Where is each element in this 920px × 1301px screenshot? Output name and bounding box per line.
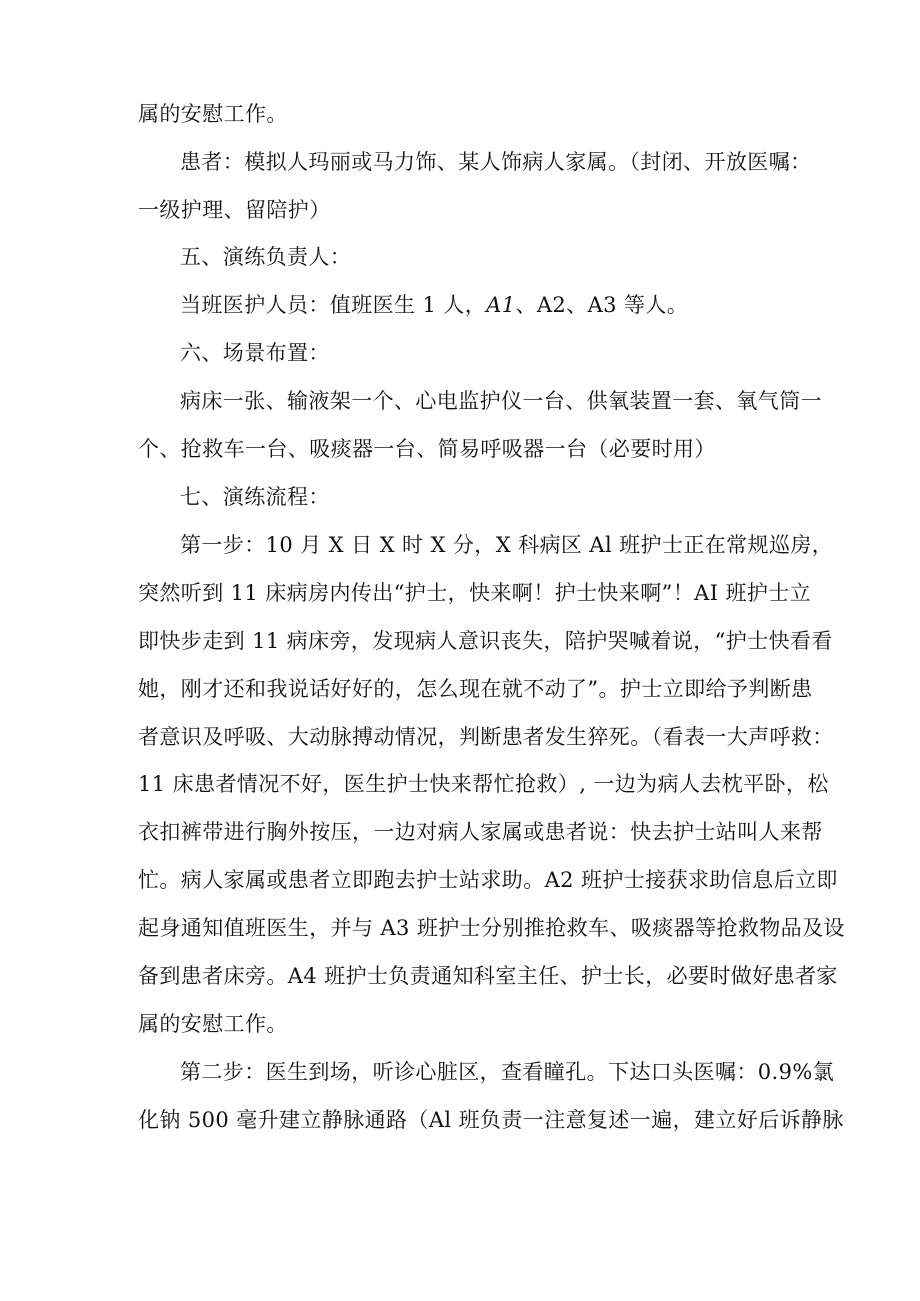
paragraph-line: 病床一张、输液架一个、心电监护仪一台、供氧装置一套、氧气筒一	[180, 389, 822, 413]
line-text: 当班医护人员：值班医生 1 人，	[180, 293, 487, 317]
paragraph-line: 患者：模拟人玛丽或马力饰、某人饰病人家属。（封闭、开放医嘱：	[180, 150, 812, 174]
paragraph-line: 即快步走到 11 病床旁，发现病人意识丧失，陪护哭喊着说，“护士快看看	[138, 629, 833, 653]
paragraph-line: 个、抢救车一台、吸痰器一台、简易呼吸器一台（必要时用）	[138, 437, 716, 461]
paragraph-line: 起身通知值班医生，并与 A3 班护士分别推抢救车、吸痰器等抢救物品及设	[138, 916, 845, 940]
paragraph-line: 备到患者床旁。A4 班护士负责通知科室主任、护士长，必要时做好患者家	[138, 964, 838, 988]
paragraph-line: 11 床患者情况不好，医生护士快来帮忙抢救）, 一边为病人去枕平卧，松	[138, 772, 829, 796]
italic-text: A1	[486, 293, 516, 317]
paragraph-line: 她，刚才还和我说话好好的，怎么现在就不动了”。护士立即给予判断患	[138, 677, 813, 701]
section-heading: 五、演练负责人：	[180, 245, 352, 269]
paragraph-line: 属的安慰工作。	[138, 1012, 288, 1036]
paragraph-line: 第二步：医生到场，听诊心脏区，查看瞳孔。下达口头医嘱：0.9%氯	[180, 1060, 835, 1084]
paragraph-line: 化钠 500 毫升建立静脉通路（Al 班负责一注意复述一遍，建立好后诉静脉	[138, 1108, 844, 1132]
line-text: 、A2、A3 等人。	[515, 293, 689, 317]
section-heading: 七、演练流程：	[180, 485, 330, 509]
paragraph-line: 第一步：10 月 X 日 X 时 X 分，X 科病区 Al 班护士正在常规巡房，	[180, 533, 834, 557]
paragraph-line: 属的安慰工作。	[138, 102, 288, 126]
section-heading: 六、场景布置：	[180, 341, 330, 365]
paragraph-line	[180, 291, 830, 319]
paragraph-line: 忙。病人家属或患者立即跑去护士站求助。A2 班护士接获求助信息后立即	[138, 868, 838, 892]
paragraph-line: 衣扣裤带进行胸外按压，一边对病人家属或患者说：快去护士站叫人来帮	[138, 820, 823, 844]
paragraph-line: 突然听到 11 床病房内传出“护士，快来啊！护士快来啊”！AI 班护士立	[138, 581, 812, 605]
paragraph-line: 一级护理、留陪护）	[138, 198, 331, 222]
paragraph-line: 者意识及呼吸、大动脉搏动情况，判断患者发生猝死。（看表一大声呼救：	[138, 725, 834, 749]
